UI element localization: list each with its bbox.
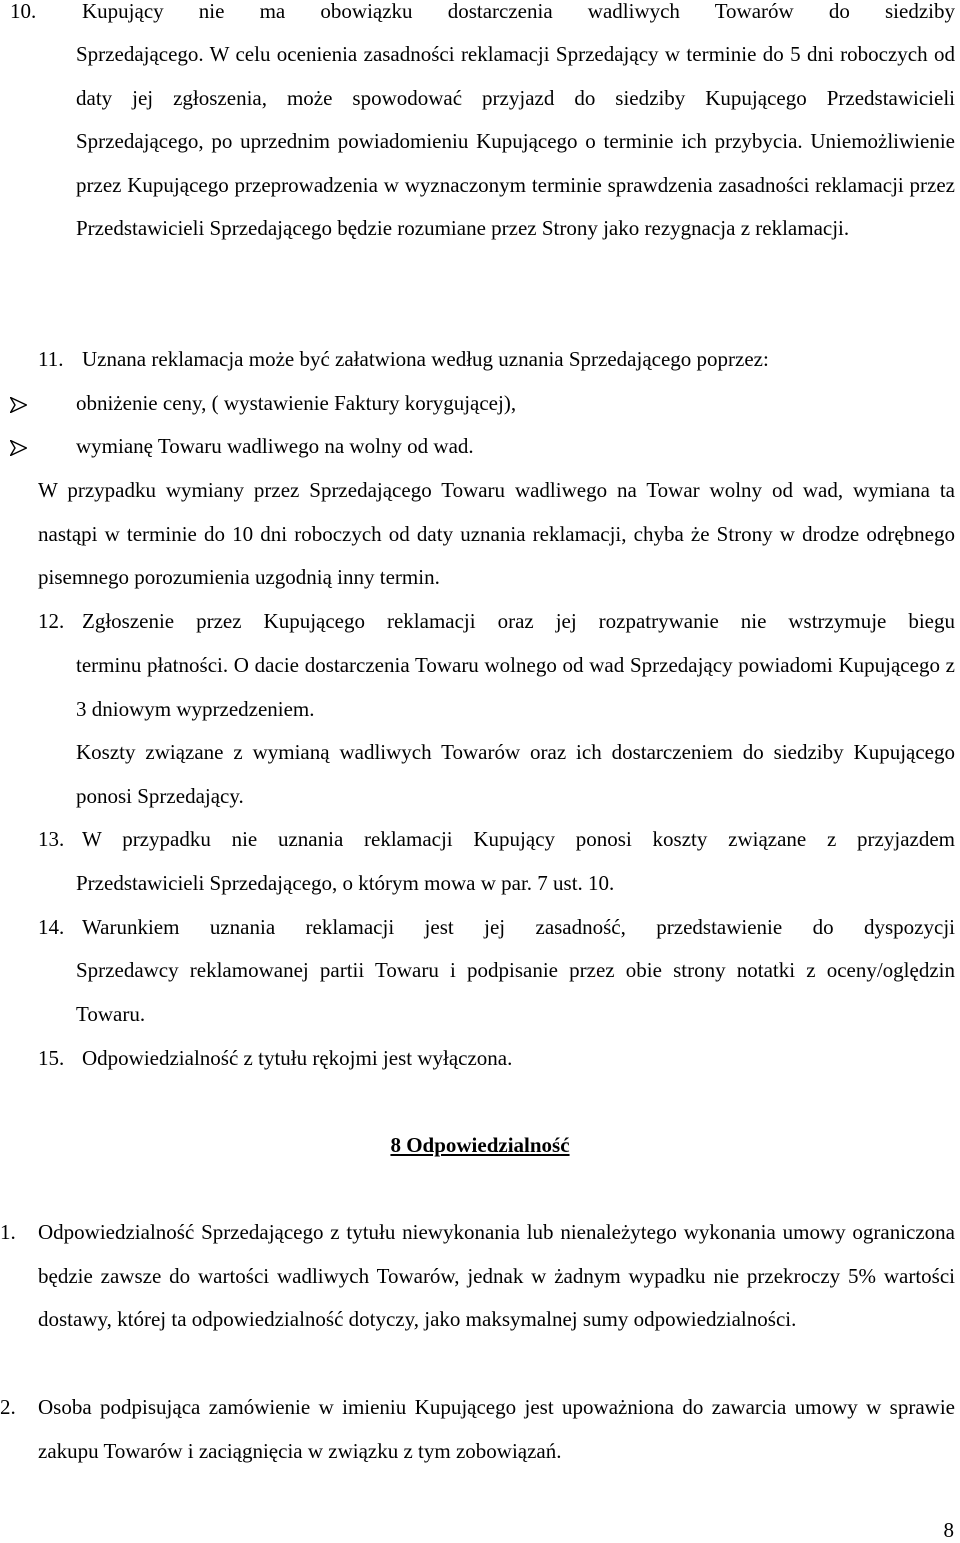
item-12-extra: Koszty związane z wymianą wadliwych Towarów oraz ich dostarczeniem do siedziby Kupującego ponosi Sprzedający. <box>76 740 955 808</box>
item-14-first-line: Warunkiem uznania reklamacji jest jej zasadność, przedstawienie do dyspozycji <box>82 915 955 939</box>
bullet-item <box>0 382 960 426</box>
item-12-first-line: Zgłoszenie przez Kupującego reklamacji oraz jej rozpatrywanie nie wstrzymuje biegu <box>82 609 955 633</box>
item-11-number: 11. <box>38 347 64 371</box>
item-13-first-line: W przypadku nie uznania reklamacji Kupujący ponosi koszty związane z przyjazdem <box>82 827 955 851</box>
item-13-number: 13. <box>38 827 65 851</box>
section-8-item-2-text: Osoba podpisująca zamówienie w imieniu Kupującego jest upoważniona do zawarcia umowy w sprawie zakupu Towarów i zaciągnięcia w związku z tym zobowiązań. <box>38 1395 955 1463</box>
item-15-text: Odpowiedzialność z tytułu rękojmi jest wyłączona. <box>82 1046 513 1070</box>
section-8-item-1-number: 1. <box>0 1220 16 1244</box>
item-14-number: 14. <box>38 915 65 939</box>
item-10-first-line: Kupujący nie ma obowiązku dostarczenia wadliwych Towarów do siedziby <box>82 0 955 23</box>
item-14-body: Sprzedawcy reklamowanej partii Towaru i podpisanie przez obie strony notatki z oceny/oględzin Towaru. <box>76 958 955 1026</box>
section-8-item-1-text: Odpowiedzialność Sprzedającego z tytułu niewykonania lub nienależytego wykonania umowy ograniczona będzie zawsze do wartości wadliwych Towarów, jednak w żadnym wypadku nie przekroczy 5% wartości dostawy, której ta odpowiedzialność dotyczy, jako maksymalnej sumy odpowiedzialności. <box>38 1220 955 1332</box>
section-heading: 8 Odpowiedzialność <box>390 1133 570 1157</box>
bullet-text: obniżenie ceny, ( wystawienie Faktury korygującej), <box>76 391 517 415</box>
item-11-after-text: W przypadku wymiany przez Sprzedającego Towaru wadliwego na Towar wolny od wad, wymiana ta nastąpi w terminie do 10 dni roboczych od daty uznania reklamacji, chyba że Strony w drodze odrębnego pisemnego porozumienia uzgodnią inny termin. <box>38 478 955 590</box>
item-12-body: terminu płatności. O dacie dostarczenia Towaru wolnego od wad Sprzedający powiadomi Kupującego z 3 dniowym wyprzedzeniem. <box>76 653 955 721</box>
item-11-text: Uznana reklamacja może być załatwiona według uznania Sprzedającego poprzez: <box>82 347 769 371</box>
page-number: 8 <box>943 1518 954 1542</box>
arrowhead-bullet-icon <box>10 397 27 413</box>
item-10-body: Sprzedającego. W celu ocenienia zasadności reklamacji Sprzedający w terminie do 5 dni roboczych od daty jej zgłoszenia, może spowodować przyjazd do siedziby Kupującego Przedstawicieli Sprzedającego, po uprzednim powiadomieniu Kupującego o terminie ich przybycia. Uniemożliwienie przez Kupującego przeprowadzenia w wyznaczonym terminie sprawdzenia zasadności reklamacji przez Przedstawicieli Sprzedającego będzie rozumiane przez Strony jako rezygnacja z reklamacji. <box>76 42 955 241</box>
arrowhead-bullet-icon <box>10 440 27 456</box>
bullet-text: wymianę Towaru wadliwego na wolny od wad. <box>76 434 474 458</box>
item-15-number: 15. <box>38 1046 65 1070</box>
bullet-item <box>0 425 960 469</box>
item-10-number: 10. <box>10 0 37 23</box>
item-12-number: 12. <box>38 609 65 633</box>
item-13-body: Przedstawicieli Sprzedającego, o którym mowa w par. 7 ust. 10. <box>76 871 615 895</box>
section-8-item-2-number: 2. <box>0 1395 16 1419</box>
